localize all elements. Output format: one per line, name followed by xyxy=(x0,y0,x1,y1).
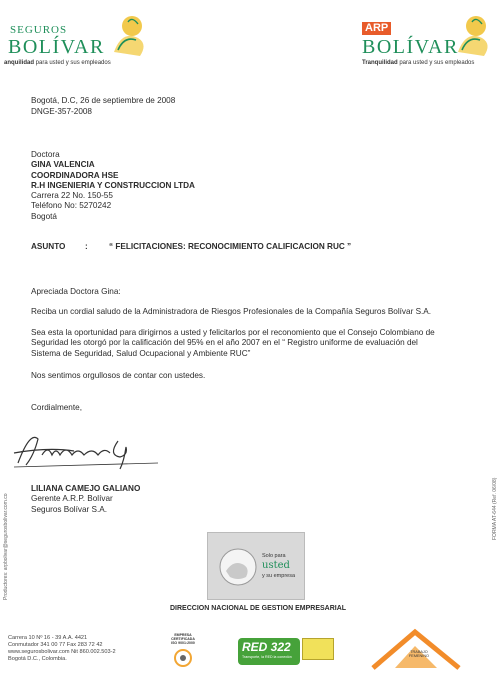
place-date: Bogotá, D.C, 26 de septiembre de 2008 xyxy=(31,96,176,105)
stamp-line-3: y su empresa xyxy=(262,573,296,579)
paragraph-2-line-1: Sea esta la oportunidad para dirigirnos a usted y felicitarlos por el reconomiento que el Consejo Colombiano de xyxy=(31,328,435,337)
bolivar-figure-logo-left xyxy=(108,14,152,58)
footer-web: www.segurosbolivar.com Nit 860.002.503-2 xyxy=(8,649,116,655)
hands-icon xyxy=(218,547,258,587)
subject-colon: : xyxy=(85,242,88,251)
recipient-address: Carrera 22 No. 150-55 xyxy=(31,191,113,201)
closing: Cordialmente, xyxy=(31,403,82,412)
paragraph-3: Nos sentimos orgullosos de contar con ustedes. xyxy=(31,371,206,380)
yellow-seal xyxy=(302,638,334,660)
bolivar-figure-logo-right xyxy=(452,14,496,58)
paragraph-2 xyxy=(31,328,435,359)
recipient-city: Bogotá xyxy=(31,211,57,221)
header-right-tagline xyxy=(362,60,474,66)
side-text-right: FORMA AT-644 (Ref. 06/08) xyxy=(492,477,498,540)
subject-text: “ FELICITACIONES: RECONOCIMIENTO CALIFICACION RUC ” xyxy=(109,242,352,251)
header-right-logo xyxy=(360,14,500,64)
signer-name: LILIANA CAMEJO GALIANO xyxy=(31,484,141,493)
solo-para-usted-stamp xyxy=(207,532,305,600)
recipient-phone: Teléfono No: 5270242 xyxy=(31,201,112,211)
header-left-tagline xyxy=(4,60,111,66)
red-322-logo xyxy=(238,638,300,665)
paragraph-2-line-2: Seguridad les otorgó por la calificación del 95% en el año 2007 en el “ Registro uniforme de evaluación del xyxy=(31,338,418,348)
reference-number: DNGE-357-2008 xyxy=(31,107,92,116)
department-name: DIRECCION NACIONAL DE GESTION EMPRESARIAL xyxy=(170,605,347,612)
paragraph-1: Reciba un cordial saludo de la Administradora de Riesgos Profesionales de la Compañía Seguros Bolívar S.A. xyxy=(31,307,432,316)
trabajo-femenino-badge xyxy=(365,628,465,670)
stamp-line-2: usted xyxy=(262,560,290,571)
recipient-block xyxy=(31,150,195,222)
red-logo-sub: Transporte, la RED la conexión xyxy=(242,655,292,659)
brand-big-text: BOLÍVAR xyxy=(8,36,105,58)
tagline-rest-right: para usted y sus empleados xyxy=(397,60,475,66)
side-text-left: Productores: arpbolivar@segurosbolivar.com.co xyxy=(3,493,9,600)
brand-big-text-right: BOLÍVAR xyxy=(362,36,459,58)
footer-address-line: Carrera 10 Nº 16 - 39 A.A. 4421 xyxy=(8,635,88,641)
greeting: Apreciada Doctora Gina: xyxy=(31,287,121,296)
tagline-bold-right: Tranquilidad xyxy=(362,60,398,66)
recipient-name: GINA VALENCIA xyxy=(31,160,95,170)
iso-certification xyxy=(163,633,203,673)
red-logo-text: RED 322 xyxy=(242,640,291,654)
tagline-bold: anquilidad xyxy=(4,60,34,66)
brand-small-text: SEGUROS xyxy=(10,24,68,36)
footer-city: Bogotá D.C., Colombia. xyxy=(8,656,67,662)
subject-label: ASUNTO xyxy=(31,242,66,251)
recipient-title: Doctora xyxy=(31,150,60,159)
signer-block xyxy=(31,484,140,515)
signer-company: Seguros Bolívar S.A. xyxy=(31,504,107,514)
handwritten-signature xyxy=(8,425,168,475)
tagline-rest: para usted y sus empleados xyxy=(34,60,111,66)
recipient-company: R.H INGENIERIA Y CONSTRUCCION LTDA xyxy=(31,180,195,190)
arp-label: ARP xyxy=(362,22,391,35)
footer-phones: Conmutador 341 00 77 Fax 283 72 42 xyxy=(8,642,103,648)
cert-top: EMPRESA CERTIFICADA xyxy=(171,633,195,641)
signer-role: Gerente A.R.P. Bolívar xyxy=(31,494,113,504)
recipient-role: COORDINADORA HSE xyxy=(31,170,119,180)
paragraph-2-line-3: Sistema de Seguridad, Salud Ocupacional y Ambiente RUC” xyxy=(31,348,251,358)
trabajo-femenino-text: TRABAJO FEMENINO xyxy=(408,650,430,658)
footer-address xyxy=(8,635,116,663)
cert-iso: ISO 9001:2000 xyxy=(171,641,195,645)
stamp-line-1: Solo para xyxy=(262,553,286,559)
certification-seal-icon xyxy=(173,648,193,668)
header-left-logo xyxy=(8,14,168,64)
